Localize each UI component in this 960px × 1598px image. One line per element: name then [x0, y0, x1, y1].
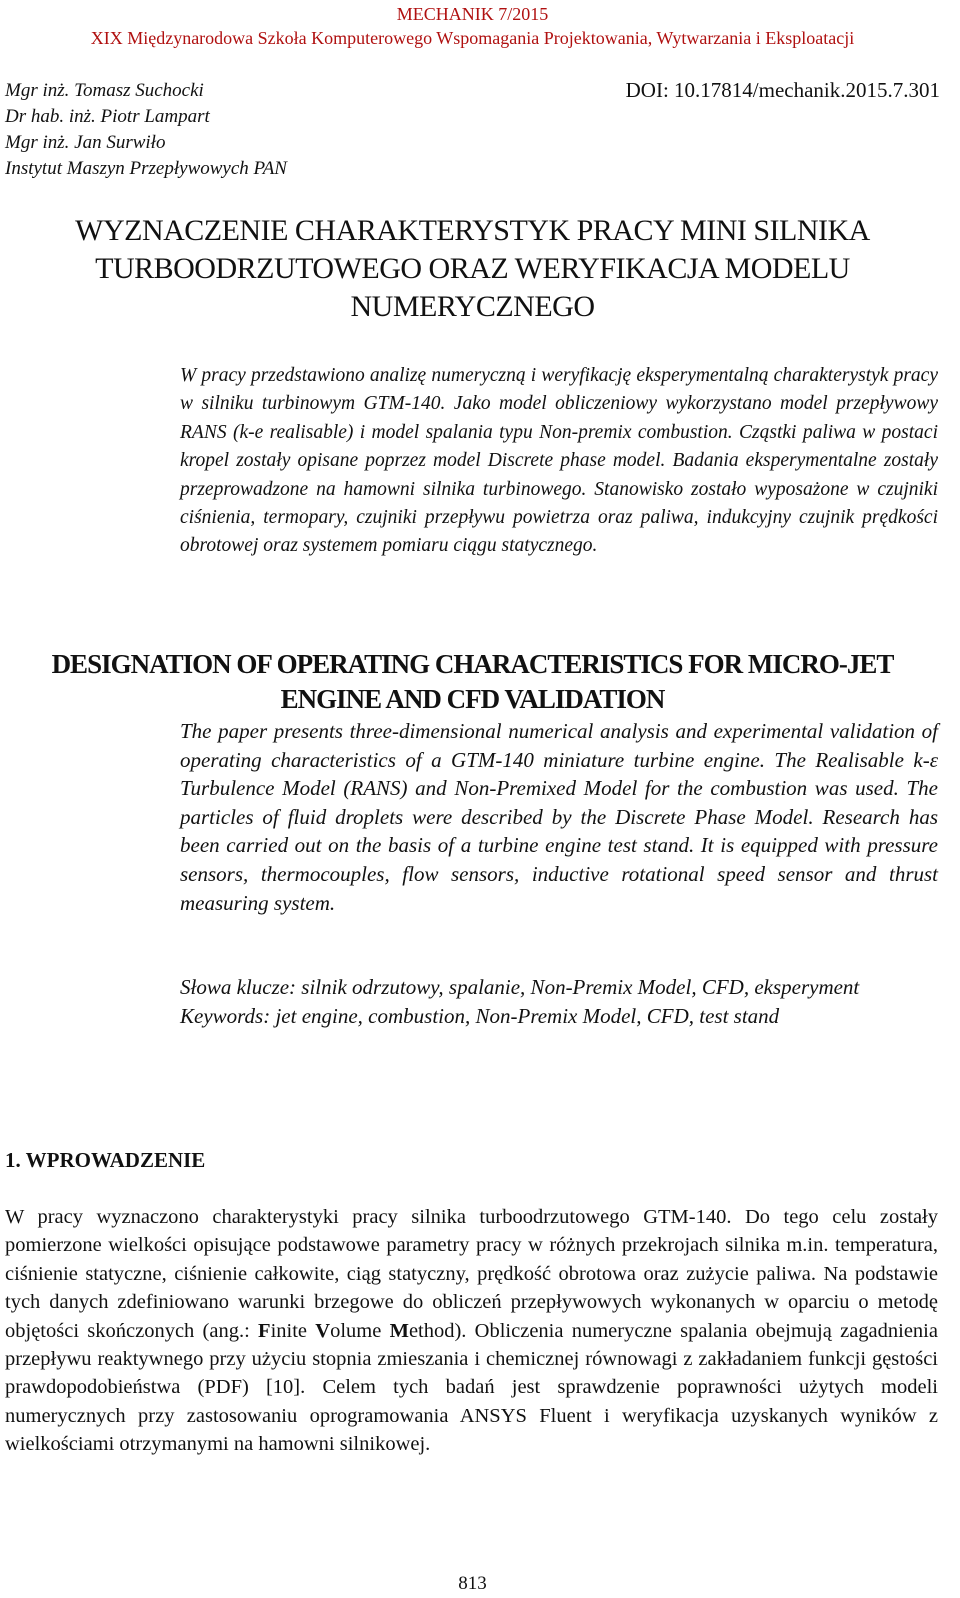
intro-text-inite: inite — [270, 1319, 316, 1342]
author-3: Mgr inż. Jan Surwiło — [5, 132, 166, 153]
paper-title-en: DESIGNATION OF OPERATING CHARACTERISTICS FOR MICRO-JET ENGINE AND CFD VALIDATION — [51, 649, 894, 714]
keywords-en: Keywords: jet engine, combustion, Non-Premix Model, CFD, test stand — [180, 1003, 780, 1028]
intro-text-olume: olume — [330, 1319, 390, 1342]
author-affiliation: Instytut Maszyn Przepływowych PAN — [5, 158, 287, 179]
intro-text-1: W pracy wyznaczono charakterystyki pracy silnika turboodrzutowego GTM-140. Do tego celu zostały pomierzone wielkości opisujące podstawowe parametry pracy w różnych przekrojach silnika m.in. temperatura, ciśnienie statyczne, ciśnienie całkowite, ciąg statyczny, prędkość obrotowa oraz zużycie paliwa. Na podstawie tych danych zdefiniowano warunki brzegowe do obliczeń przepływowych wykonanych w oparciu o metodę objętości skończonych (ang.: — [5, 1206, 938, 1342]
doi-link[interactable]: DOI: 10.17814/mechanik.2015.7.301 — [625, 78, 940, 102]
intro-paragraph — [5, 1203, 938, 1459]
intro-emph-v: V — [315, 1319, 331, 1342]
journal-header: MECHANIK 7/2015 — [396, 4, 549, 24]
abstract-en: The paper presents three-dimensional numerical analysis and experimental validation of operating characteristics of a GTM-140 miniature turbine engine. The Realisable k-ε Turbulence Model (RANS) and Non-Premixed Model for the combustion was used. The particles of fluid droplets were described by the Discrete Phase Model. Research has been carried out on the basis of a turbine engine test stand. It is equipped with pressure sensors, thermocouples, flow sensors, inductive rotational speed sensor and thrust measuring system. — [180, 719, 938, 915]
keywords-pl: Słowa klucze: silnik odrzutowy, spalanie, Non-Premix Model, CFD, eksperyment — [180, 975, 860, 999]
intro-emph-f: F — [258, 1319, 271, 1342]
author-block — [5, 78, 287, 182]
conference-header: XIX Międzynarodowa Szkoła Komputerowego Wspomagania Projektowania, Wytwarzania i Eksploatacji — [90, 28, 855, 48]
abstract-pl: W pracy przedstawiono analizę numeryczną i weryfikację eksperymentalną charakterystyk pracy w silniku turbinowym GTM-140. Jako model obliczeniowy wykorzystano model przepływowy RANS (k-e realisable) i model spalania typu Non-premix combustion. Cząstki paliwa w postaci kropel zostały opisane poprzez model Discrete phase model. Badania eksperymentalne zostały przeprowadzone na hamowni silnika turbinowego. Stanowisko zostało wyposażone w czujniki ciśnienia, termopary, czujniki przepływu powietrza oraz paliwa, indukcyjny czujnik prędkości obrotowej oraz systemem pomiaru ciągu statycznego. — [180, 365, 938, 557]
keywords-block — [180, 973, 938, 1030]
author-2: Dr hab. inż. Piotr Lampart — [5, 106, 210, 127]
paper-title-pl: WYZNACZENIE CHARAKTERYSTYK PRACY MINI SILNIKA TURBOODRZUTOWEGO ORAZ WERYFIKACJA MODELU NUMERYCZNEGO — [75, 214, 870, 323]
author-1: Mgr inż. Tomasz Suchocki — [5, 80, 204, 101]
intro-emph-m: M — [389, 1319, 409, 1342]
page-number: 813 — [458, 1573, 487, 1594]
section-heading: 1. WPROWADZENIE — [5, 1148, 206, 1172]
intro-text-2: ethod). Obliczenia numeryczne spalania obejmują zagadnienia przepływu reaktywnego przy użyciu stopnia zmieszania i chemicznej równowagi z zakładaniem funkcji gęstości prawdopodobieństwa (PDF) [10]. Celem tych badań jest sprawdzenie poprawności użytych modeli numerycznych przy zastosowaniu oprogramowania ANSYS Fluent i weryfikacja uzyskanych wyników z wielkościami otrzymanymi na hamowni silnikowej. — [5, 1319, 938, 1456]
